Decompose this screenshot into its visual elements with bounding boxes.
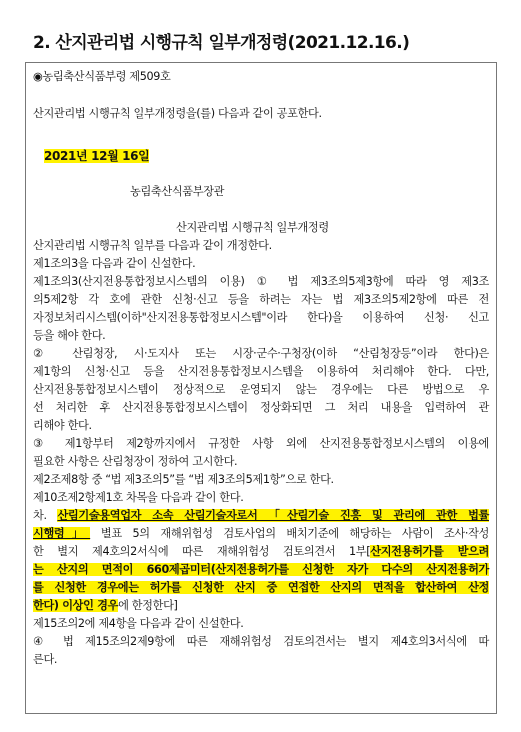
amendment-line: 시행령」 별표 5의 재해위험성 검토사업의 배치기준에 해당하는 사람이 조사·작성 bbox=[33, 527, 489, 540]
body-line: 제2조제8항 중 “법 제3조의5”를 “법 제3조의5제1항”으로 한다. bbox=[33, 473, 334, 486]
body-line: 제1항의 신청·신고 등을 산지전용통합정보시스템을 이용하여 처리해야 한다. 다만, bbox=[33, 365, 489, 378]
section-heading: 2. 산지관리법 시행규칙 일부개정령(2021.12.16.) bbox=[33, 33, 410, 53]
amendment-line: 를 신청한 경우에는 허가를 신청한 산지 중 연접한 산지의 면적을 합산하여 산정 bbox=[33, 581, 489, 594]
promulgation-date: 2021년 12월 16일 bbox=[44, 149, 150, 163]
body-line: 리해야 한다. bbox=[33, 419, 92, 432]
body-line: 제15조의2에 제4항을 다음과 같이 신설한다. bbox=[33, 617, 244, 630]
body-line: 산지전용통합정보시스템이 정상적으로 운영되지 않는 경우에는 다른 방법으로 우 bbox=[33, 383, 489, 396]
body-line: 필요한 사항은 산림청장이 정하여 고시한다. bbox=[33, 455, 238, 468]
body-line: 자정보처리시스템(이하"산지전용통합정보시스템"이라 한다)을 이용하여 신청· 신고 bbox=[33, 311, 489, 324]
minister-title: 농림축산식품부장관 bbox=[130, 185, 225, 198]
amendment-line: 는 산지의 면적이 660제곱미터(산지전용허가를 신청한 자가 다수의 산지전용허가 bbox=[33, 563, 489, 576]
body-line: 등을 해야 한다. bbox=[33, 329, 106, 342]
body-line: 제1조의3(산지전용통합정보시스템의 이용) ① 법 제3조의5제3항에 따라 영 제3조 bbox=[33, 275, 489, 288]
body-line: 른다. bbox=[33, 653, 58, 666]
amendment-line: 한다) 이상인 경우에 한정한다] bbox=[33, 599, 178, 612]
amendment-line: 한 별지 제4호의2서식에 따른 재해위험성 검토의견서 1부[산지전용허가를 받으려 bbox=[33, 545, 489, 558]
amendment-item-cha: 차. 산림기술용역업자 소속 산림기술자로서 「산림기술 진흥 및 관리에 관한 법률 bbox=[33, 509, 489, 522]
ordinance-number: ◉농림축산식품부령 제509호 bbox=[33, 70, 171, 83]
promulgation-statement: 산지관리법 시행규칙 일부개정령을(를) 다음과 같이 공포한다. bbox=[33, 107, 322, 120]
body-line: 의5제2항 각 호에 관한 신청·신고 등을 하려는 자는 법 제3조의5제2항에 따른 전 bbox=[33, 293, 489, 306]
body-line: ④ 법 제15조의2제9항에 따른 재해위험성 검토의견서는 별지 제4호의3서식에 따 bbox=[33, 635, 489, 648]
body-line: 제1조의3을 다음과 같이 신설한다. bbox=[33, 257, 196, 270]
body-line: 제10조제2항제1호 차목을 다음과 같이 한다. bbox=[33, 491, 244, 504]
body-line: 선 처리한 후 산지전용통합정보시스템이 정상화되면 그 처리 내용을 입력하여 관 bbox=[33, 401, 489, 414]
body-line: ③ 제1항부터 제2항까지에서 규정한 사항 외에 산지전용통합정보시스템의 이용에 bbox=[33, 437, 489, 450]
document-title: 산지관리법 시행규칙 일부개정령 bbox=[176, 221, 329, 234]
body-line: ② 산림청장, 시·도지사 또는 시장·군수·구청장(이하 “산림청장등”이라 한다)은 bbox=[33, 347, 489, 360]
body-line: 산지관리법 시행규칙 일부를 다음과 같이 개정한다. bbox=[33, 239, 272, 252]
